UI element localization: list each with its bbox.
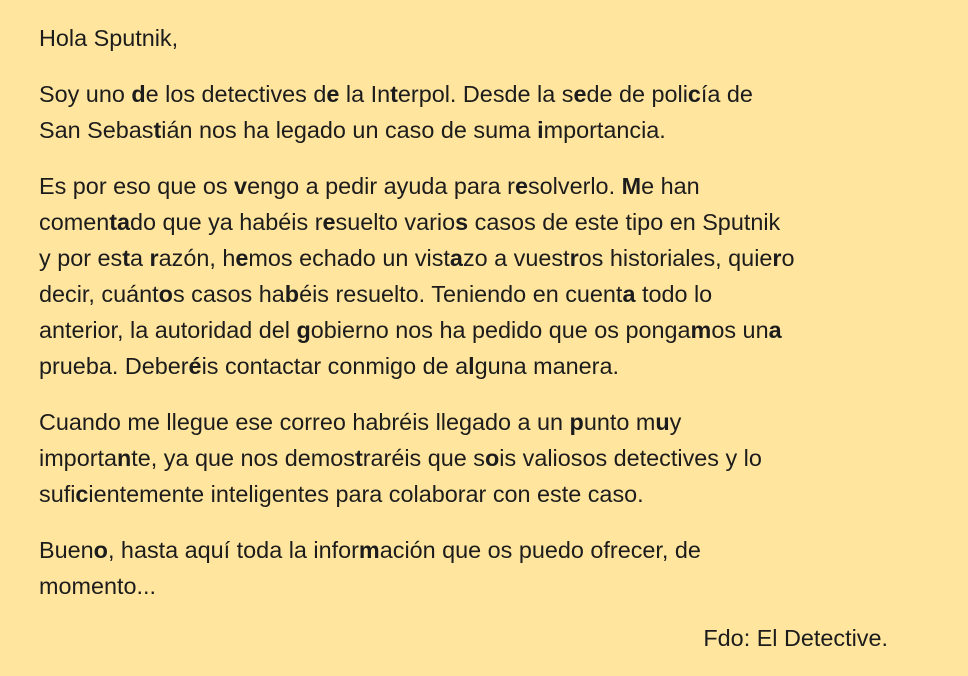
highlighted-letter: g [296, 317, 311, 343]
highlighted-letter: e [235, 245, 249, 271]
highlighted-letter: c [687, 81, 701, 107]
text-segment: decir, cuánt [39, 281, 159, 307]
text-segment: éis resuelto. Teniendo en cuent [299, 281, 623, 307]
greeting: Hola Sputnik, [39, 25, 179, 51]
text-segment: anterior, la autoridad del [39, 317, 297, 343]
text-segment: ientemente inteligentes para colaborar con este caso. [88, 481, 644, 507]
highlighted-letter: m [690, 317, 712, 343]
text-segment: de de poli [586, 81, 688, 107]
text-segment: casos de este tipo en Sputnik [468, 209, 781, 235]
text-segment: y por es [39, 245, 123, 271]
text-segment: a [130, 245, 150, 271]
text-segment: erpol. Desde la s [397, 81, 574, 107]
text-segment: te, ya que nos demos [131, 445, 355, 471]
paragraph-closing [39, 532, 899, 604]
text-segment: comen [39, 209, 110, 235]
highlighted-letter: l [468, 353, 475, 379]
text-segment: mos echado un vist [248, 245, 450, 271]
highlighted-letter: v [234, 173, 248, 199]
text-line [39, 404, 899, 440]
highlighted-letter: é [188, 353, 202, 379]
text-segment: ián nos ha legado un caso de suma [161, 117, 538, 143]
paragraph-gap [39, 148, 899, 168]
text-line [39, 532, 899, 568]
highlighted-letter: e [326, 81, 340, 107]
text-segment: e han [641, 173, 700, 199]
highlighted-letter: t [354, 445, 363, 471]
paragraph-gap [39, 384, 899, 404]
text-segment: os historiales, quie [578, 245, 773, 271]
text-segment: suelto vario [335, 209, 456, 235]
text-segment: unto m [583, 409, 656, 435]
text-segment: Cuando me llegue ese correo habréis llegado a un [39, 409, 570, 435]
highlighted-letter: s [455, 209, 469, 235]
highlighted-letter: o [484, 445, 500, 471]
text-segment: e los detectives d [145, 81, 327, 107]
text-segment: zo a vuest [462, 245, 570, 271]
text-line [39, 312, 899, 348]
text-segment: raréis que s [362, 445, 485, 471]
highlighted-letter: d [131, 81, 146, 107]
signature: Fdo: El Detective. [703, 625, 888, 651]
text-segment: Es por eso que os [39, 173, 235, 199]
text-segment: solverlo. [527, 173, 622, 199]
text-segment: guna manera. [474, 353, 619, 379]
highlighted-letter: M [621, 173, 642, 199]
text-line [39, 204, 899, 240]
text-line [39, 476, 899, 512]
text-segment: importa [39, 445, 117, 471]
highlighted-letter: i [537, 117, 544, 143]
highlighted-letter: t [390, 81, 398, 107]
text-segment: todo lo [635, 281, 713, 307]
text-segment: ía de [700, 81, 753, 107]
text-segment: la In [339, 81, 391, 107]
text-segment: do que ya habéis r [130, 209, 323, 235]
text-segment: is valiosos detectives y lo [499, 445, 762, 471]
text-segment: s casos ha [172, 281, 285, 307]
text-line [39, 240, 899, 276]
highlighted-letter: t [153, 117, 162, 143]
text-segment: Buen [39, 537, 94, 563]
text-segment: momento... [39, 573, 156, 599]
paragraph-gap [39, 512, 899, 532]
text-segment: ación que os puedo ofrecer, de [379, 537, 701, 563]
highlighted-letter: b [284, 281, 300, 307]
highlighted-letter: m [358, 537, 380, 563]
highlighted-letter: r [772, 245, 782, 271]
text-segment: Soy uno [39, 81, 132, 107]
text-segment: sufi [39, 481, 76, 507]
text-line [39, 168, 899, 204]
paragraph-intro [39, 76, 899, 148]
highlighted-letter: o [93, 537, 108, 563]
text-segment: mportancia. [543, 117, 666, 143]
text-segment: San Sebas [39, 117, 154, 143]
highlighted-letter: a [768, 317, 782, 343]
text-line [39, 76, 899, 112]
highlighted-letter: e [573, 81, 587, 107]
highlighted-letter: r [569, 245, 579, 271]
text-line [39, 568, 899, 604]
text-segment: , hasta aquí toda la infor [107, 537, 359, 563]
text-segment: y [669, 409, 682, 435]
highlighted-letter: ta [109, 209, 131, 235]
text-segment: engo a pedir ayuda para r [247, 173, 515, 199]
text-segment: obierno nos ha pedido que os ponga [310, 317, 691, 343]
paragraph-gap [39, 56, 899, 76]
highlighted-letter: r [149, 245, 159, 271]
text-line [39, 348, 899, 384]
text-segment: azón, h [158, 245, 236, 271]
text-segment: os un [711, 317, 769, 343]
highlighted-letter: c [75, 481, 89, 507]
text-line [39, 112, 899, 148]
highlighted-letter: p [569, 409, 584, 435]
text-segment: is contactar conmigo de a [201, 353, 469, 379]
text-segment: prueba. Deber [39, 353, 189, 379]
paragraph-milestone [39, 404, 899, 512]
letter-paragraphs [39, 56, 899, 604]
highlighted-letter: n [117, 445, 132, 471]
text-line [39, 276, 899, 312]
highlighted-letter: e [322, 209, 336, 235]
letter-body [39, 20, 899, 604]
highlighted-letter: t [122, 245, 131, 271]
highlighted-letter: a [622, 281, 636, 307]
highlighted-letter: u [655, 409, 670, 435]
highlighted-letter: a [449, 245, 463, 271]
highlighted-letter: e [514, 173, 528, 199]
highlighted-letter: o [158, 281, 173, 307]
text-segment: o [781, 245, 795, 271]
text-line [39, 440, 899, 476]
paragraph-request [39, 168, 899, 384]
